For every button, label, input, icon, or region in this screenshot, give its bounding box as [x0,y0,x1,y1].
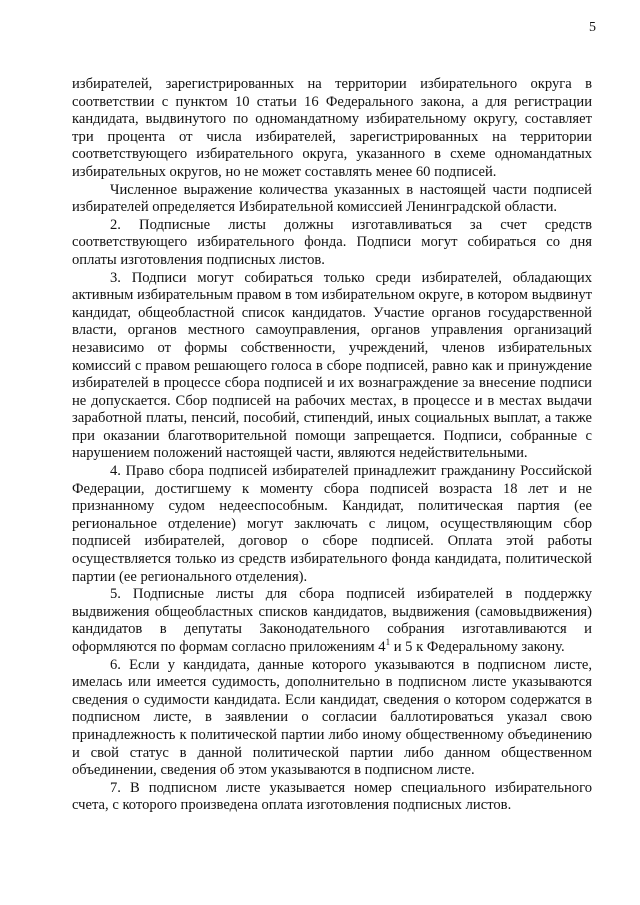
paragraph-item-5-tail: и 5 к Федеральному закону. [390,639,565,655]
page-number: 5 [589,20,596,35]
paragraph-item-5 [72,586,592,656]
paragraph-item-2: 2. Подписные листы должны изготавливаться за счет средств соответствующего избирательного фонда. Подписи могут собираться со дня оплаты изготовления подписных листов. [72,216,592,268]
paragraph-item-4: 4. Право сбора подписей избирателей принадлежит гражданину Российской Федерации, достигшему к моменту сбора подписей возраста 18 лет и не признанному судом недееспособным. Кандидат, политическая партия (ее региональное отделение) могут заключать с лицом, осуществляющим сбор подписей избирателей, договор о сборе подписей. Оплата этой работы осуществляется только из средств избирательного фонда кандидата, политической партии (ее регионального отделения). [72,463,592,585]
paragraph-item-5-text: 5. Подписные листы для сбора подписей избирателей в поддержку выдвижения общеобластных списков кандидатов, выдвижения (самовыдвижения) кандидатов в депутаты Законодательного собрания изготавливаются и оформляются по формам согласно приложениям 4 [72,586,592,655]
paragraph-numeric-expression: Численное выражение количества указанных в настоящей части подписей избирателей определяется Избирательной комиссией Ленинградской области. [72,181,592,216]
paragraph-continuation: избирателей, зарегистрированных на территории избирательного округа в соответствии с пунктом 10 статьи 16 Федерального закона, а для регистрации кандидата, выдвинутого по одномандатному избирательному округу, составляет три процента от числа избирателей, зарегистрированных на территории соответствующего избирательного округа, указанного в схеме одномандатных избирательных округов, но не может составлять менее 60 подписей. [72,76,592,180]
paragraph-item-3: 3. Подписи могут собираться только среди избирателей, обладающих активным избирательным правом в том избирательном округе, в котором выдвинут кандидат, общеобластной список кандидатов. Участие органов государственной власти, органов местного самоуправления, органов управления организаций независимо от формы собственности, учреждений, членов избирательных комиссий с правом решающего голоса в сборе подписей, равно как и принуждение избирателей в процессе сбора подписей и их вознаграждение за внесение подписи не допускается. Сбор подписей на рабочих местах, в процессе и в местах выдачи заработной платы, пенсий, пособий, стипендий, иных социальных выплат, а также при оказании благотворительной помощи запрещается. Подписи, собранные с нарушением положений настоящей части, являются недействительными. [72,269,592,462]
document-body [72,76,592,815]
paragraph-item-6: 6. Если у кандидата, данные которого указываются в подписном листе, имелась или имеется судимость, дополнительно в подписном листе указываются сведения о судимости кандидата. Если кандидат, сведения о котором содержатся в подписном листе, в заявлении о согласии баллотироваться указал свою принадлежность к политической партии либо иному общественному объединению и свой статус в данной политической партии либо данном общественном объединении, сведения об этом указываются в подписном листе. [72,656,592,779]
superscript-index: 1 [385,637,391,648]
paragraph-item-7: 7. В подписном листе указывается номер специального избирательного счета, с которого произведена оплата изготовления подписных листов. [72,779,592,814]
